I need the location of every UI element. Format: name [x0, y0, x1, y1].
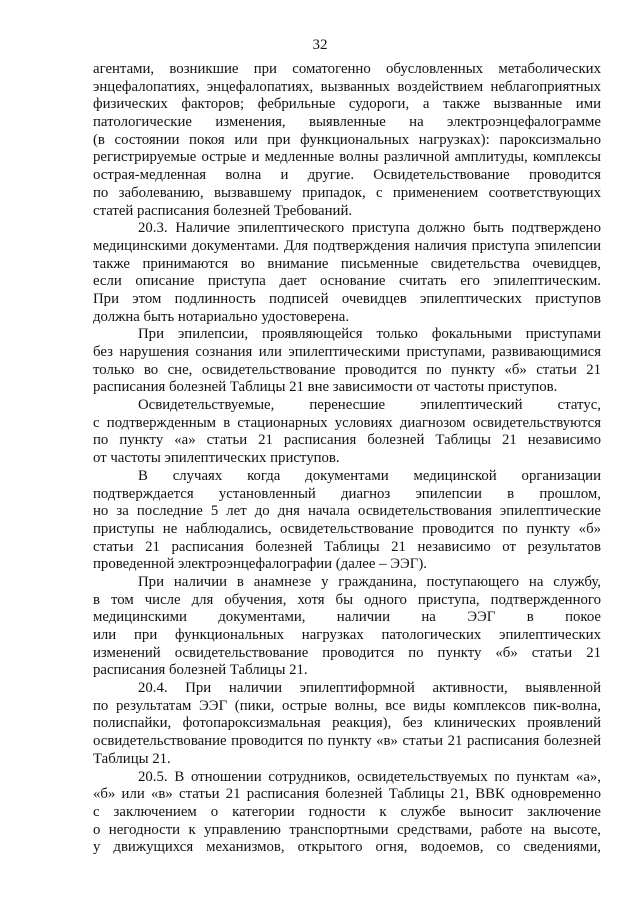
text-line: без нарушения сознания или эпилептическими приступами, развивающимися [93, 344, 601, 360]
text-line: от частоты эпилептических приступов. [93, 450, 340, 467]
paragraph [93, 326, 601, 397]
text-line: также принимаются во внимание письменные свидетельства очевидцев, [93, 255, 601, 272]
text-line: о негодности к управлению транспортными средствами, работе на высоте, [93, 821, 601, 838]
text-line: 20.3. Наличие эпилептического приступа должно быть подтверждено [138, 220, 601, 237]
document-body [93, 61, 601, 857]
text-line: «б» или «в» статьи 21 расписания болезней Таблицы 21, ВВК одновременно [93, 786, 601, 803]
text-line: освидетельствование проводится по пункту «в» статьи 21 расписания болезней [93, 733, 601, 750]
text-line: приступы не наблюдались, освидетельствование проводится по пункту «б» [93, 520, 601, 537]
text-line: 20.5. В отношении сотрудников, освидетельствуемых по пунктам «а», [138, 768, 601, 785]
text-line: должна быть нотариально удостоверена. [93, 308, 350, 325]
text-line: физических факторов; фебрильные судороги, а также вызванные ими [93, 96, 601, 113]
text-line: Освидетельствуемые, перенесшие эпилептический статус, [138, 397, 601, 414]
text-line: медицинскими документами, наличии на ЭЭГ в покое [93, 609, 601, 626]
text-line: расписания болезней Таблицы 21 вне зависимости от частоты приступов. [93, 379, 558, 396]
text-line: При наличии в анамнезе у гражданина, поступающего на службу, [138, 573, 601, 590]
text-line: по заболеванию, вызвавшему припадок, с применением соответствующих [93, 184, 601, 201]
text-line: с подтвержденным в стационарных условиях диагнозом освидетельствуются [93, 414, 601, 431]
text-line: изменений освидетельствование проводится по пункту «б» статьи 21 [93, 644, 601, 661]
paragraph [93, 574, 601, 680]
text-line: подтверждается установленный диагноз эпилепсии в прошлом, [93, 485, 601, 502]
text-line: но за последние 5 лет до дня начала освидетельствования эпилептические [93, 503, 601, 520]
text-line: 20.4. При наличии эпилептиформной активности, выявленной [138, 680, 601, 697]
paragraph [93, 680, 601, 768]
paragraph [93, 397, 601, 468]
text-line: или при функциональных нагрузках патологических эпилептических [93, 627, 601, 643]
text-line: статей расписания болезней Требований. [93, 202, 353, 219]
text-line: энцефалопатиях, энцефалопатиях, вызванных воздействием неблагоприятных [93, 78, 601, 95]
text-line: статьи 21 расписания болезней Таблицы 21 независимо от результатов [93, 538, 601, 555]
text-line: патологические изменения, выявленные на электроэнцефалограмме [93, 114, 601, 131]
text-line: полиспайки, фотопароксизмальная реакция), без клинических проявлений [93, 715, 601, 732]
text-line: медицинскими документами. Для подтверждения наличия приступа эпилепсии [93, 237, 601, 254]
text-line: В случаях когда документами медицинской организации [138, 467, 601, 484]
paragraph [93, 61, 601, 220]
text-line: только во сне, освидетельствование проводится по пункту «б» статьи 21 [93, 361, 601, 378]
text-line: агентами, возникшие при соматогенно обусловленных метаболических [93, 61, 601, 77]
page-number: 32 [312, 37, 328, 53]
text-line: у движущихся механизмов, открытого огня, водоемов, со сведениями, [93, 839, 601, 856]
text-line: острая-медленная волна и другие. Освидетельствование проводится [93, 167, 601, 184]
text-line: если описание приступа дает основание считать его эпилептическим. [93, 273, 601, 290]
text-line: (в состоянии покоя или при функциональных нагрузках): пароксизмально [93, 131, 601, 148]
text-line: проведенной электроэнцефалографии (далее – ЭЭГ). [93, 556, 427, 573]
paragraph [93, 220, 601, 326]
text-line: по пункту «а» статьи 21 расписания болезней Таблицы 21 независимо [93, 432, 601, 449]
paragraph [93, 468, 601, 574]
text-line: регистрируемые острые и медленные волны различной амплитуды, комплексы [93, 149, 601, 166]
text-line: При этом подлинность подписей очевидцев эпилептических приступов [93, 290, 601, 307]
text-line: При эпилепсии, проявляющейся только фокальными приступами [138, 326, 601, 343]
text-line: расписания болезней Таблицы 21. [93, 662, 308, 679]
paragraph [93, 769, 601, 857]
text-line: Таблицы 21. [93, 750, 171, 767]
text-line: по результатам ЭЭГ (пики, острые волны, все виды комплексов пик-волна, [93, 697, 601, 714]
text-line: с заключением о категории годности к службе выносит заключение [93, 803, 601, 820]
text-line: в том числе для обучения, хотя бы одного приступа, подтвержденного [93, 591, 601, 608]
